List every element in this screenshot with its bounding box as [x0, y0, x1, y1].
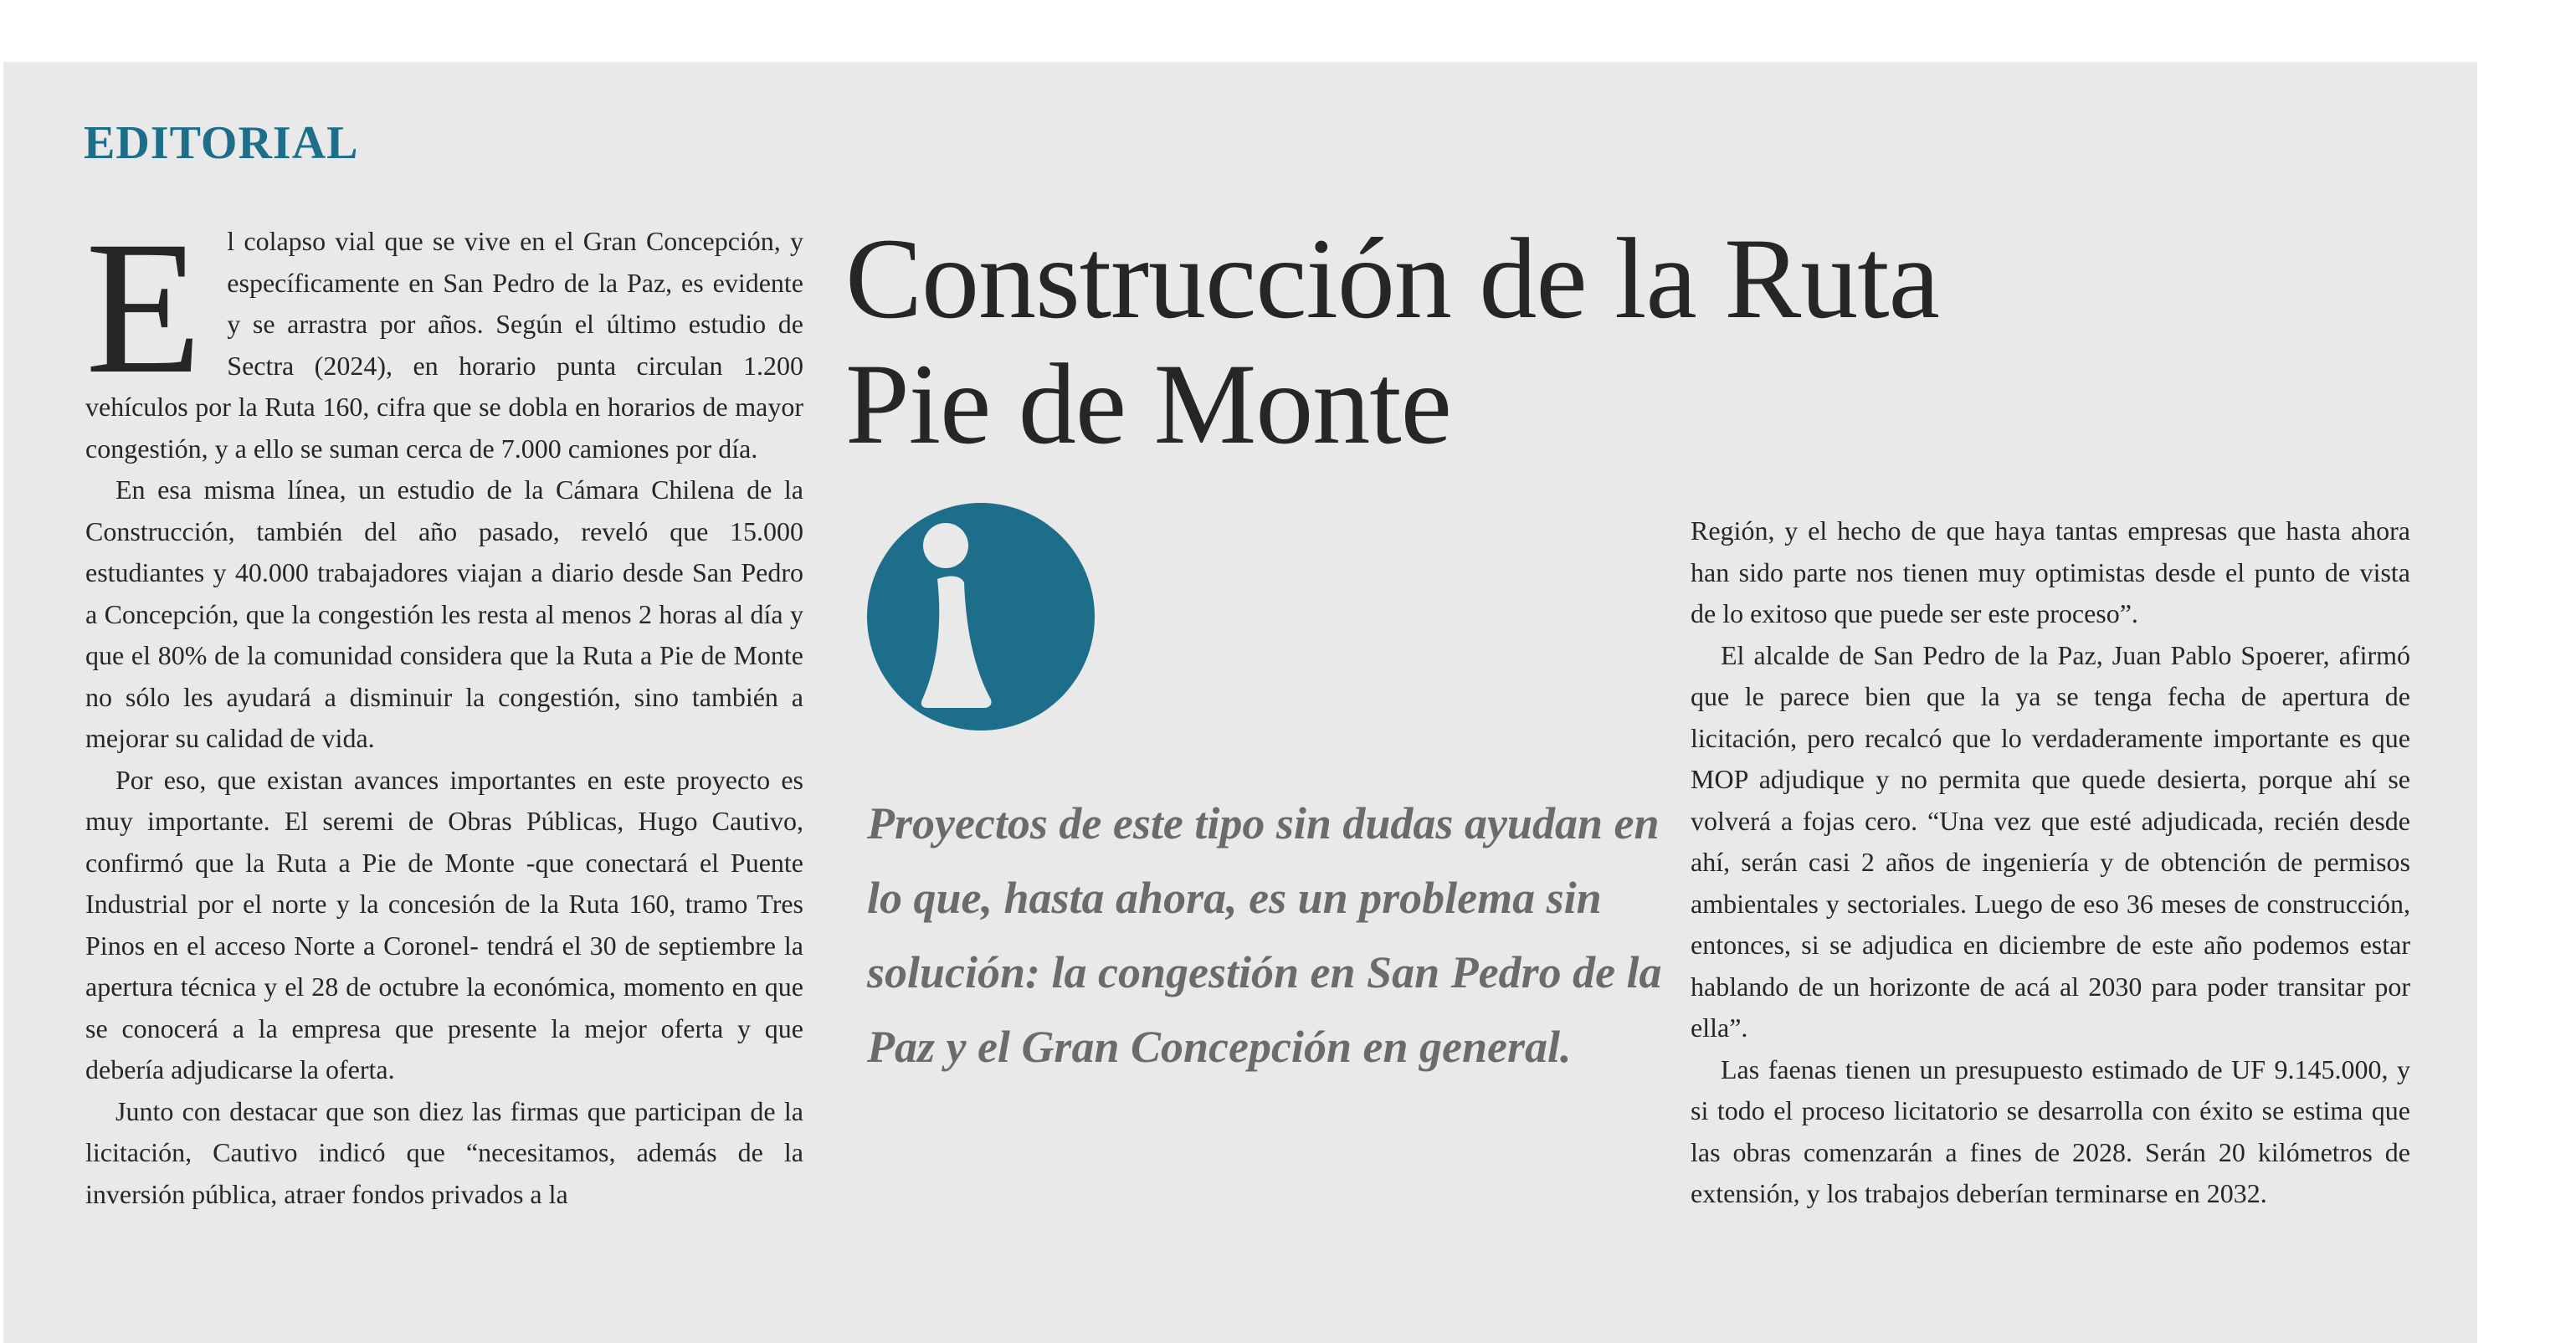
- pull-quote: Proyectos de este tipo sin dudas ayudan en lo que, hasta ahora, es un problema sin solución: la congestión en San Pedro de la Paz y el Gran Concepción en general.: [867, 798, 1662, 1072]
- article-paragraph: Por eso, que existan avances importantes en este proyecto es muy importante. El seremi de Obras Públicas, Hugo Cautivo, confirmó que la Ruta a Pie de Monte -que conectará el Puente Industrial por el norte y la concesión de la Ruta 160, tramo Tres Pinos en el acceso Norte a Coronel- tendrá el 30 de septiembre la apertura técnica y el 28 de octubre la económica, momento en que se conocerá a la empresa que presente la mejor oferta y que debería adjudicarse la oferta.: [85, 764, 803, 1084]
- article-paragraph: Región, y el hecho de que haya tantas empresas que hasta ahora han sido parte nos tienen muy optimistas desde el punto de vista de lo exitoso que puede ser este proceso”.: [1691, 515, 2410, 628]
- info-icon-dot: [923, 523, 968, 568]
- article-paragraph: En esa misma línea, un estudio de la Cámara Chilena de la Construcción, también del año pasado, reveló que 15.000 estudiantes y 40.000 trabajadores viajan a diario desde San Pedro a Concepción, que la congestión les resta al menos 2 horas al día y que el 80% de la comunidad considera que la Ruta a Pie de Monte no sólo les ayudará a disminuir la congestión, sino también a mejorar su calidad de vida.: [85, 474, 803, 753]
- article-paragraph-text: l colapso vial que se vive en el Gran Concepción, y específicamente en San Pedro de la Paz, es evidente y se arrastra por años. Según el último estudio de Sectra (2024), en horario punta circulan 1.200 vehículos por la Ruta 160, cifra que se dobla en horarios de mayor congestión, y a ello se suman cerca de 7.000 camiones por día.: [85, 226, 803, 464]
- article-paragraph: [85, 202, 803, 469]
- article-paragraph: El alcalde de San Pedro de la Paz, Juan Pablo Spoerer, afirmó que le parece bien que la ya se tenga fecha de apertura de licitación, pero recalcó que lo verdaderamente importante es que MOP adjudique y no permita que quede desierta, porque ahí se volverá a fojas cero. “Una vez que esté adjudicada, recién desde ahí, serán casi 2 años de ingeniería y de obtención de permisos ambientales y sectoriales. Luego de eso 36 meses de construcción, entonces, si se adjudica en diciembre de este año podemos estar hablando de un horizonte de acá al 2030 para poder transitar por ella”.: [1691, 639, 2410, 1043]
- article-paragraph: Junto con destacar que son diez las firmas que participan de la licitación, Cautivo indicó que “necesitamos, además de la inversión pública, atraer fondos privados a la: [85, 1095, 803, 1209]
- article-body-right-column: [1691, 510, 2410, 1215]
- drop-cap: E: [85, 202, 203, 413]
- article-paragraph: Las faenas tienen un presupuesto estimado de UF 9.145.000, y si todo el proceso licitatorio se desarrolla con éxito se estima que las obras comenzarán a fines de 2028. Serán 20 kilómetros de extensión, y los trabajos deberían terminarse en 2032.: [1691, 1053, 2410, 1208]
- section-label: EDITORIAL: [84, 117, 359, 169]
- article-body-left-column: [85, 202, 803, 1215]
- info-icon: [867, 499, 1095, 735]
- headline: Construcción de la Ruta Pie de Monte: [845, 214, 1939, 468]
